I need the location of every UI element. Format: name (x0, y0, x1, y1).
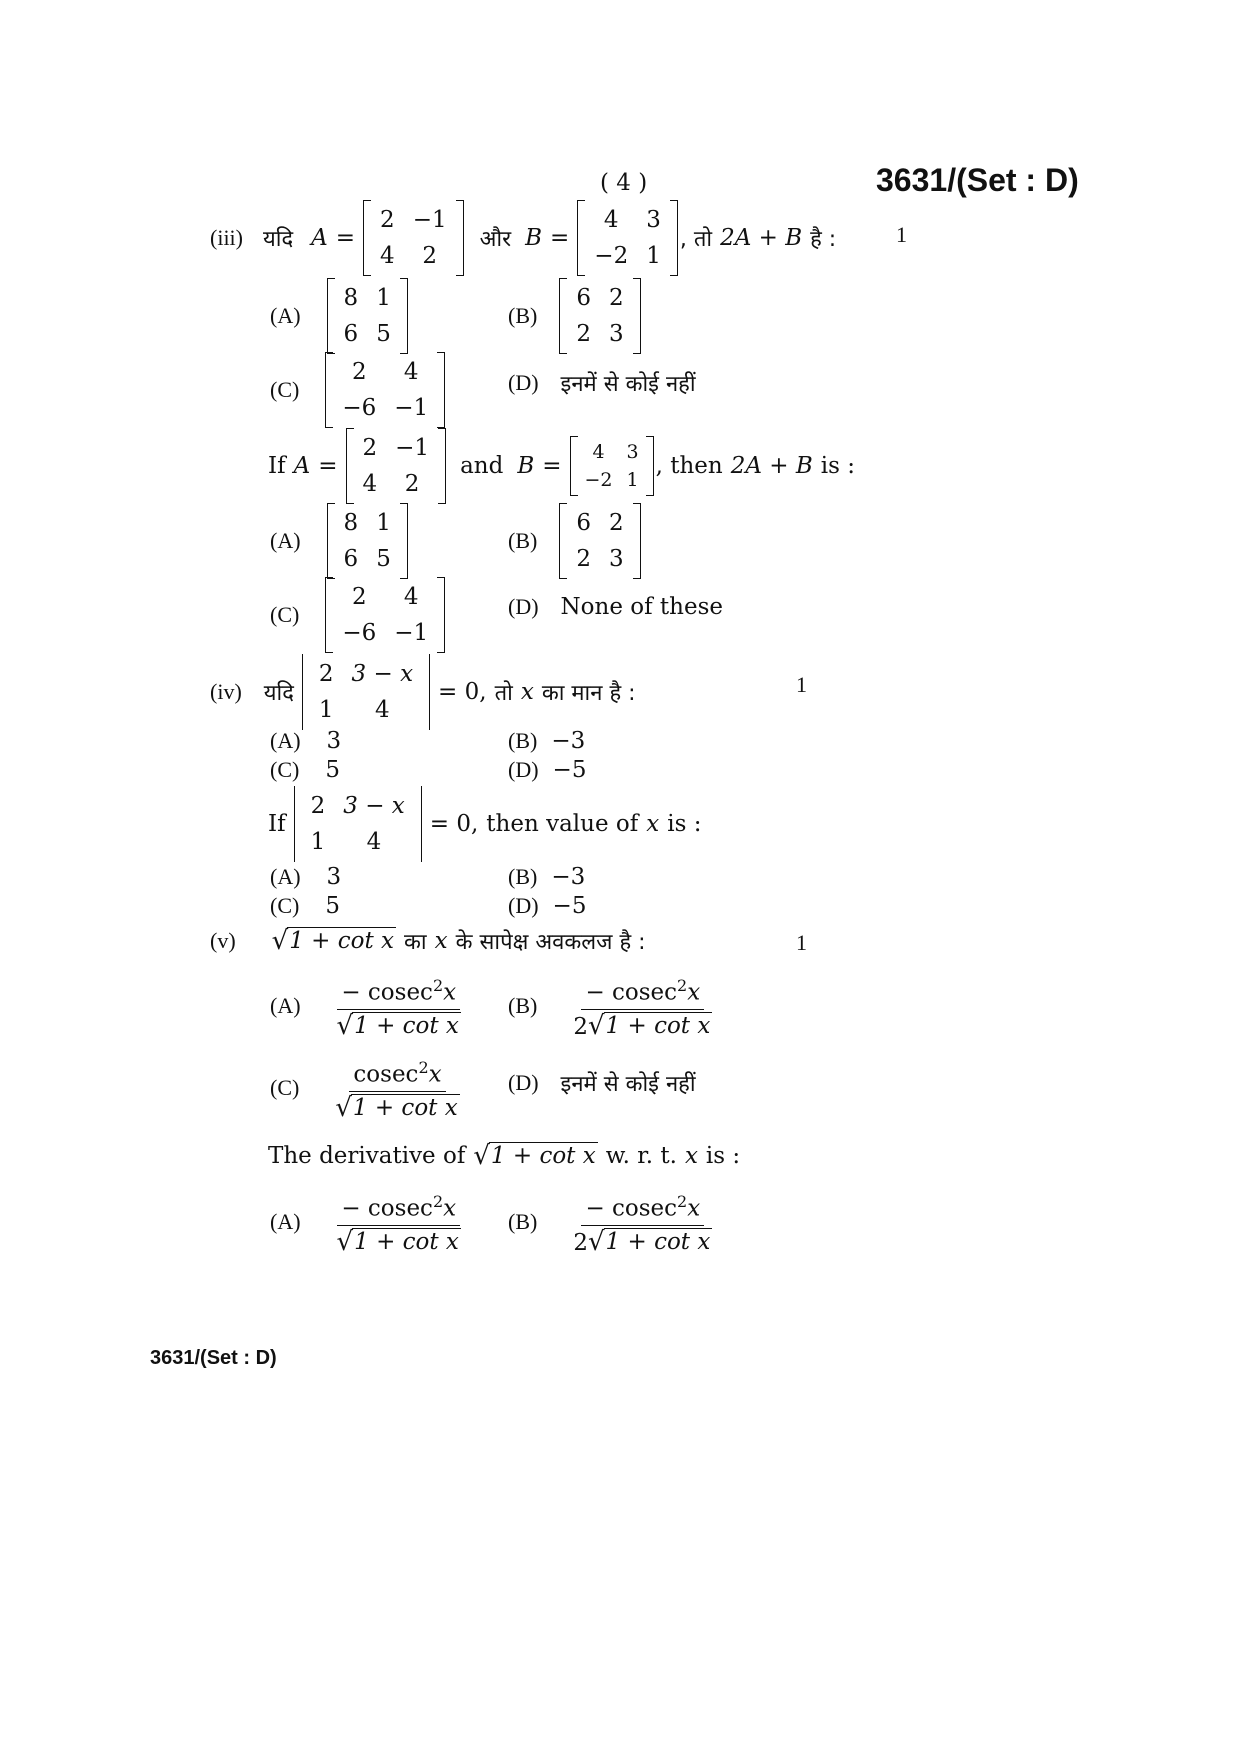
q4-en-then: then value of (486, 811, 639, 837)
q5-en-b-fraction: − cosec$^2$x 2 √ 1 + cot x (569, 1188, 716, 1257)
q5-hi-b-fraction: − cosec$^2$x 2 √ 1 + cot x (569, 972, 716, 1041)
q3-en-eq-a: = (318, 453, 338, 479)
q4-marks: 1 (796, 672, 807, 697)
q5-en-is: is : (705, 1143, 741, 1169)
q3-var-b: B (525, 225, 543, 251)
q5-sqrt: √ 1 + cot x (271, 926, 395, 956)
q5-en-sqrt: √ 1 + cot x (473, 1141, 596, 1171)
q3-matrix-b: 4 3 −2 1 (577, 200, 678, 276)
q3-expr: 2A + B (720, 225, 803, 251)
q3-en-var-b: B (517, 453, 535, 479)
q4-hi-then: तो (494, 681, 513, 706)
q3-eq-a: = (335, 225, 356, 251)
q3-en-matrix-b: 4 3 −2 1 (570, 436, 654, 496)
q5-en-option-a: (A) − cosec$^2$x √ 1 + cot x (270, 1188, 473, 1256)
q3-en-option-b (508, 503, 649, 579)
q3-en-option-d (508, 594, 731, 620)
option-text: इनमें से कोई नहीं (560, 372, 696, 397)
q5-en-text2: w. r. t. (605, 1143, 677, 1169)
q4-eq-zero: = 0, (438, 679, 487, 705)
option-label: (C) (270, 602, 300, 627)
q3-english-stem (268, 428, 863, 504)
q4-hi-option-c: (C) 5 (270, 757, 340, 783)
q5-hi-option-a: (A) − cosec$^2$x √ 1 + cot x (270, 972, 473, 1040)
q3-en-and: and (460, 453, 504, 479)
q4-en-eq-zero: = 0, (429, 811, 479, 837)
q4-en-option-d: (D) −5 (508, 893, 587, 919)
q3-hi-then: , तो (679, 227, 713, 252)
q4-en-option-a: (A) 3 (270, 864, 342, 890)
q5-hi-option-b: (B) − cosec$^2$x 2 √ 1 + cot x (508, 972, 724, 1041)
q3-hi-is: है : (810, 227, 837, 252)
q3-hi-option-b (508, 278, 649, 354)
q5-english-stem (268, 1142, 748, 1170)
q3-hi-option-d (508, 368, 704, 398)
q3-marks: 1 (896, 222, 907, 247)
q5-hi-text: के सापेक्ष अवकलज है : (455, 930, 646, 955)
q4-en-determinant: 2 3 − x 1 4 (294, 786, 422, 862)
q3-hi-a-matrix: 8 1 6 5 (327, 278, 408, 354)
q3-en-expr: 2A + B (730, 453, 813, 479)
set-code-footer: 3631/(Set : D) (150, 1347, 277, 1369)
q3-en-matrix-a: 2 −1 4 2 (346, 428, 447, 504)
q3-en-is: is : (820, 453, 855, 479)
q4-var-x: x (520, 679, 534, 705)
q3-hi-c-matrix: 2 4 −6 −1 (325, 352, 445, 428)
q4-hi-value: का मान है : (541, 681, 636, 706)
option-label: (B) (508, 303, 538, 328)
q5-marks: 1 (796, 930, 807, 955)
q4-en-is: is : (667, 811, 702, 837)
q3-hi-option-c (270, 352, 453, 428)
q5-en-a-fraction: − cosec$^2$x √ 1 + cot x (333, 1188, 465, 1256)
q3-en-a-matrix: 8 1 6 5 (327, 503, 408, 579)
q3-hi-and: और (479, 227, 512, 252)
q4-en-option-b: (B) −3 (508, 864, 586, 890)
q5-hi-c-fraction: cosec$^2$x √ 1 + cot x (331, 1054, 463, 1122)
option-text: None of these (560, 594, 724, 620)
q3-en-var-a: A (293, 453, 311, 479)
q5-hindi-stem (210, 926, 654, 956)
q5-hi-option-d: (D) इनमें से कोई नहीं (508, 1070, 696, 1097)
q3-matrix-a: 2 −1 4 2 (363, 200, 464, 276)
set-code-header: 3631/(Set : D) (876, 162, 1079, 198)
q3-hi-if: यदि (263, 227, 294, 252)
q4-determinant: 2 3 − x 1 4 (302, 654, 430, 730)
q4-en-if: If (268, 811, 286, 837)
q3-en-c-matrix: 2 4 −6 −1 (325, 577, 445, 653)
q4-number: (iv) (210, 679, 242, 704)
q5-hi-ka: का (404, 930, 427, 955)
q5-en-text1: The derivative of (268, 1143, 466, 1169)
q5-en-var-x: x (684, 1143, 698, 1169)
q3-en-if: If (268, 453, 286, 479)
q4-hi-if: यदि (263, 681, 294, 706)
q4-hindi-stem (210, 654, 644, 730)
q5-hi-option-c: (C) cosec$^2$x √ 1 + cot x (270, 1054, 472, 1122)
q3-hi-b-matrix: 6 2 2 3 (559, 278, 640, 354)
q3-en-option-c (270, 577, 453, 653)
q5-hi-a-fraction: − cosec$^2$x √ 1 + cot x (333, 972, 465, 1040)
q3-var-a: A (311, 225, 328, 251)
q5-number: (v) (210, 928, 236, 953)
q3-hi-option-a (270, 278, 416, 354)
q4-en-option-c: (C) 5 (270, 893, 340, 919)
q3-en-option-a (270, 503, 416, 579)
page-number: ( 4 ) (600, 170, 648, 196)
q4-hi-option-a: (A) 3 (270, 728, 342, 754)
option-label: (D) (508, 594, 539, 619)
q5-var-x: x (434, 928, 448, 954)
option-label: (B) (508, 528, 538, 553)
q3-eq-b: = (550, 225, 570, 251)
q4-en-var-x: x (646, 811, 660, 837)
q3-en-b-matrix: 6 2 2 3 (559, 503, 640, 579)
q5-en-option-b: (B) − cosec$^2$x 2 √ 1 + cot x (508, 1188, 724, 1257)
q3-en-then: , then (655, 453, 723, 479)
q4-hi-option-d: (D) −5 (508, 757, 587, 783)
option-label: (C) (270, 377, 300, 402)
option-label: (A) (270, 303, 301, 328)
q4-hi-option-b: (B) −3 (508, 728, 586, 754)
q3-number: (iii) (210, 225, 243, 250)
option-label: (A) (270, 528, 301, 553)
q4-english-stem (268, 786, 709, 862)
q3-en-eq-b: = (542, 453, 562, 479)
option-label: (D) (508, 370, 539, 395)
q3-hindi-stem (210, 200, 844, 276)
